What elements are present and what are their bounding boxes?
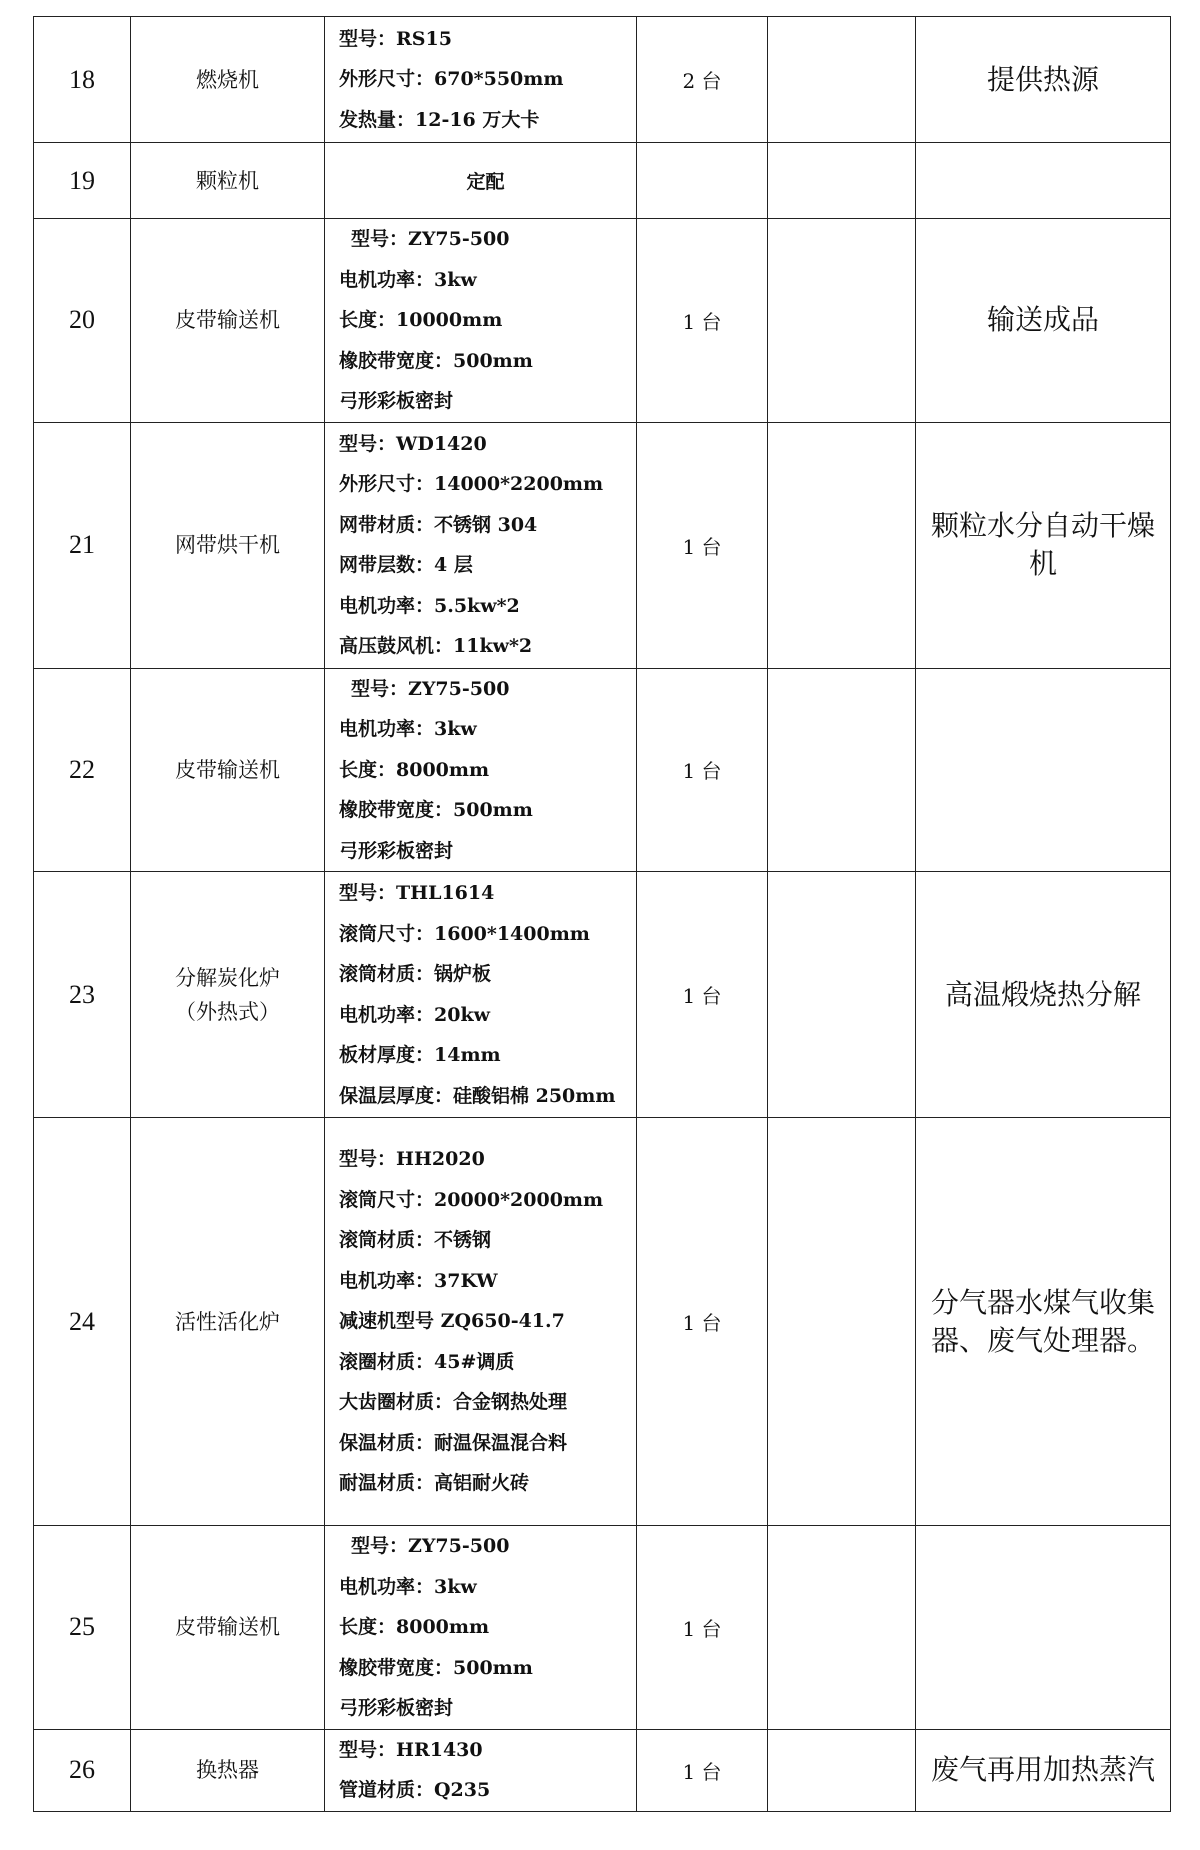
- row-number: 20: [34, 219, 131, 423]
- equipment-name-cell: [131, 17, 325, 143]
- spec-line: 电机功率：37KW: [339, 1269, 498, 1292]
- purpose-note-cell: [916, 1526, 1171, 1730]
- spec-line: 橡胶带宽度：500mm: [339, 799, 533, 821]
- spec-cell: 定配: [325, 143, 637, 219]
- blank-cell: [768, 1526, 916, 1730]
- spec-line: 滚筒尺寸：1600*1400mm: [339, 922, 590, 945]
- spec-line: 滚圈材质：45#调质: [339, 1350, 515, 1373]
- purpose-note-cell: 分气器水煤气收集器、废气处理器。: [916, 1118, 1171, 1526]
- purpose-note-cell: 提供热源: [916, 17, 1171, 143]
- spec-line: 保温层厚度：硅酸铝棉 250mm: [339, 1084, 616, 1107]
- blank-cell: [768, 143, 916, 219]
- quantity-cell: 1 台: [637, 422, 768, 668]
- purpose-note-cell: [916, 668, 1171, 872]
- spec-line: 电机功率：3kw: [339, 268, 477, 291]
- spec-line: 弓形彩板密封: [339, 839, 454, 862]
- spec-line: 型号：ZY75-500: [351, 228, 510, 250]
- equipment-name: 颗粒机: [196, 168, 259, 193]
- purpose-note-cell: 高温煅烧热分解: [916, 872, 1171, 1118]
- equipment-name-cell: [131, 219, 325, 423]
- quantity-cell: [637, 143, 768, 219]
- blank-cell: [768, 219, 916, 423]
- spec-line: 电机功率：3kw: [339, 1575, 477, 1598]
- spec-cell: [325, 1729, 637, 1811]
- row-number: 19: [34, 143, 131, 219]
- spec-line: 滚筒尺寸：20000*2000mm: [339, 1188, 604, 1211]
- quantity-cell: 2 台: [637, 17, 768, 143]
- equipment-name-cell: [131, 1526, 325, 1730]
- spec-cell: [325, 422, 637, 668]
- row-number: 23: [34, 872, 131, 1118]
- spec-line: 发热量：12-16 万大卡: [339, 108, 540, 131]
- spec-line: 保温材质：耐温保温混合料: [339, 1431, 568, 1454]
- spec-line: 网带层数：4 层: [339, 554, 473, 576]
- row-number: 22: [34, 668, 131, 872]
- equipment-name: 皮带输送机: [175, 308, 280, 333]
- quantity-cell: 1 台: [637, 1526, 768, 1730]
- spec-line: 橡胶带宽度：500mm: [339, 1656, 533, 1679]
- equipment-name: 皮带输送机: [175, 757, 280, 782]
- spec-cell: [325, 872, 637, 1118]
- row-number: 21: [34, 422, 131, 668]
- spec-cell: [325, 1526, 637, 1730]
- spec-cell: [325, 219, 637, 423]
- spec-line: 滚筒材质：锅炉板: [339, 963, 492, 985]
- blank-cell: [768, 422, 916, 668]
- quantity-cell: 1 台: [637, 668, 768, 872]
- row-number: 18: [34, 17, 131, 143]
- spec-cell: [325, 1118, 637, 1526]
- table-row: [34, 1729, 1171, 1811]
- row-number: 24: [34, 1118, 131, 1526]
- blank-cell: [768, 872, 916, 1118]
- equipment-name: 皮带输送机: [175, 1615, 280, 1640]
- quantity-cell: 1 台: [637, 1118, 768, 1526]
- spec-line: 滚筒材质：不锈钢: [339, 1229, 492, 1252]
- spec-line: 型号：ZY75-500: [351, 1535, 510, 1557]
- row-number: 26: [34, 1729, 131, 1811]
- purpose-note-cell: 输送成品: [916, 219, 1171, 423]
- equipment-name-cell: [131, 668, 325, 872]
- equipment-name-cell: [131, 1729, 325, 1811]
- blank-cell: [768, 668, 916, 872]
- equipment-name-cell: [131, 422, 325, 668]
- spec-line: 型号：HH2020: [339, 1148, 485, 1171]
- spec-line: 网带材质：不锈钢 304: [339, 513, 538, 536]
- table-row: [34, 219, 1171, 423]
- table-row: [34, 1526, 1171, 1730]
- spec-line: 长度：10000mm: [339, 309, 503, 331]
- spec-line: 电机功率：5.5kw*2: [339, 594, 520, 617]
- table-row: [34, 422, 1171, 668]
- equipment-name-cell: [131, 1118, 325, 1526]
- purpose-note-cell: 废气再用加热蒸汽: [916, 1729, 1171, 1811]
- equipment-table: [33, 16, 1171, 1812]
- spec-line: 电机功率：3kw: [339, 718, 477, 740]
- spec-line: 型号：WD1420: [339, 432, 487, 455]
- table-row: [34, 143, 1171, 219]
- purpose-note-cell: 颗粒水分自动干燥机: [916, 422, 1171, 668]
- quantity-cell: 1 台: [637, 1729, 768, 1811]
- spec-line: 型号：THL1614: [339, 882, 495, 904]
- spec-line: 型号：HR1430: [339, 1738, 483, 1761]
- equipment-name: 活性活化炉: [175, 1309, 280, 1334]
- spec-line: 弓形彩板密封: [339, 1697, 454, 1719]
- spec-line: 长度：8000mm: [339, 1616, 490, 1638]
- spec-line: 型号：ZY75-500: [351, 677, 510, 700]
- equipment-name: 燃烧机: [196, 67, 259, 92]
- quantity-cell: 1 台: [637, 219, 768, 423]
- spec-line: 型号：RS15: [339, 27, 452, 50]
- spec-cell: [325, 668, 637, 872]
- spec-line: 管道材质：Q235: [339, 1779, 491, 1801]
- equipment-table-body: [34, 17, 1171, 1812]
- table-row: [34, 668, 1171, 872]
- spec-line: 弓形彩板密封: [339, 390, 454, 412]
- spec-line: 板材厚度：14mm: [339, 1044, 501, 1066]
- blank-cell: [768, 1118, 916, 1526]
- spec-line: 橡胶带宽度：500mm: [339, 349, 533, 372]
- table-row: [34, 17, 1171, 143]
- quantity-cell: 1 台: [637, 872, 768, 1118]
- spec-line: 高压鼓风机：11kw*2: [339, 635, 533, 657]
- blank-cell: [768, 17, 916, 143]
- spec-line: 长度：8000mm: [339, 758, 490, 781]
- blank-cell: [768, 1729, 916, 1811]
- spec-line: 电机功率：20kw: [339, 1003, 490, 1026]
- spec-line: 大齿圈材质：合金钢热处理: [339, 1391, 568, 1414]
- equipment-name: 网带烘干机: [175, 533, 280, 557]
- spec-line: 减速机型号 ZQ650-41.7: [339, 1310, 565, 1333]
- spec-cell: [325, 17, 637, 143]
- table-row: [34, 1118, 1171, 1526]
- table-row: [34, 872, 1171, 1118]
- spec-line: 外形尺寸：670*550mm: [339, 68, 564, 91]
- purpose-note-cell: [916, 143, 1171, 219]
- spec-line: 外形尺寸：14000*2200mm: [339, 473, 604, 495]
- equipment-name: 换热器: [196, 1758, 259, 1782]
- equipment-name: 分解炭化炉: [175, 965, 280, 990]
- equipment-name: （外热式）: [175, 999, 280, 1024]
- spec-line: 耐温材质：高铝耐火砖: [339, 1472, 530, 1495]
- equipment-name-cell: [131, 872, 325, 1118]
- row-number: 25: [34, 1526, 131, 1730]
- equipment-name-cell: [131, 143, 325, 219]
